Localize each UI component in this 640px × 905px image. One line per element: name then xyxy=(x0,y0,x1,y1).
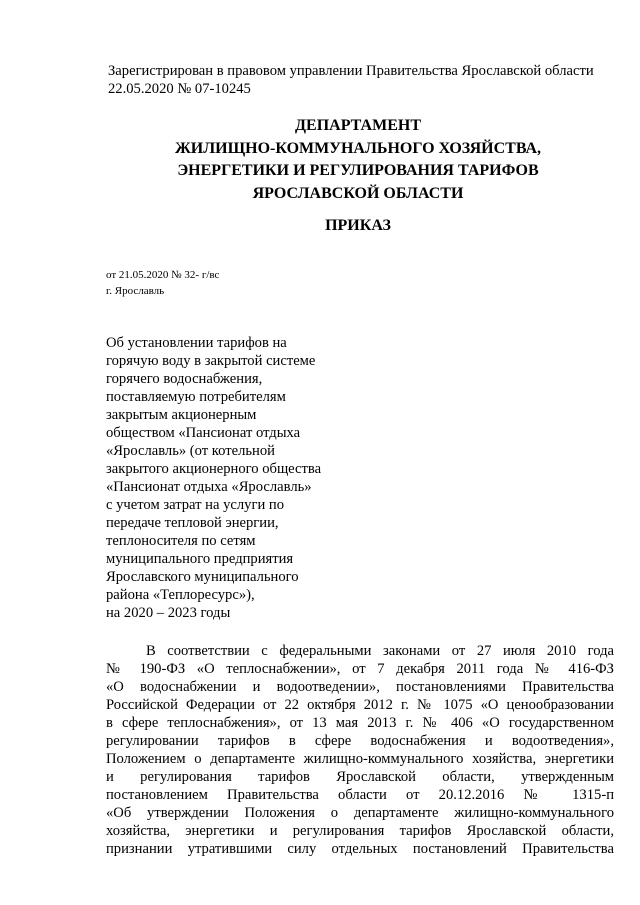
body-line: «Об утверждении Положения о департаменте жилищно-коммунального xyxy=(106,805,614,821)
order-meta xyxy=(106,267,219,299)
department-heading xyxy=(100,115,616,205)
subject-line: закрытым акционерным xyxy=(106,407,257,423)
heading-line: ЭНЕРГЕТИКИ И РЕГУЛИРОВАНИЯ ТАРИФОВ xyxy=(177,162,539,179)
registration-line: 22.05.2020 № 07-10245 xyxy=(108,81,251,97)
registration-line: Зарегистрирован в правовом управлении Правительства Ярославской области xyxy=(108,63,594,79)
body-line: № 190-ФЗ «О теплоснабжении», от 7 декабря 2011 года № 416-ФЗ xyxy=(106,661,614,677)
subject-line: Об установлении тарифов на xyxy=(106,335,287,351)
subject-line: с учетом затрат на услуги по xyxy=(106,497,285,513)
body-line: регулировании тарифов в сфере водоснабжения и водоотведения», xyxy=(106,733,614,749)
subject-line: поставляемую потребителям xyxy=(106,389,286,405)
order-title: ПРИКАЗ xyxy=(325,217,391,234)
subject-line: «Пансионат отдыха «Ярославль» xyxy=(106,479,312,495)
heading-line: ЖИЛИЩНО-КОММУНАЛЬНОГО ХОЗЯЙСТВА, xyxy=(174,139,542,157)
subject-line: горячего водоснабжения, xyxy=(106,371,263,387)
order-body xyxy=(106,642,614,858)
body-line: и регулирования тарифов Ярославской области, утвержденным xyxy=(106,769,614,785)
subject-line: на 2020 – 2023 годы xyxy=(106,605,231,621)
body-line: Российской Федерации от 22 октября 2012 г. № 1075 «О ценообразовании xyxy=(106,697,614,713)
body-line: «О водоснабжении и водоотведении», постановлениями Правительства xyxy=(106,679,614,695)
subject-line: района «Теплоресурс»), xyxy=(106,587,255,603)
body-line: признании утратившими силу отдельных постановлений Правительства xyxy=(106,841,614,857)
subject-line: передаче тепловой энергии, xyxy=(106,515,279,531)
subject-line: закрытого акционерного общества xyxy=(106,461,322,477)
subject-line: муниципального предприятия xyxy=(106,551,294,567)
heading-line: ДЕПАРТАМЕНТ xyxy=(295,117,421,134)
heading-line: ЯРОСЛАВСКОЙ ОБЛАСТИ xyxy=(252,184,464,202)
registration-note xyxy=(108,62,618,98)
body-line: Положением о департаменте жилищно-коммунального хозяйства, энергетики xyxy=(106,751,614,767)
subject-line: обществом «Пансионат отдыха xyxy=(106,425,301,441)
subject-line: Ярославского муниципального xyxy=(106,569,299,585)
body-line: В соответствии с федеральными законами от 27 июля 2010 года xyxy=(146,643,614,659)
order-city: г. Ярославль xyxy=(106,285,165,297)
body-line: хозяйства, энергетики и регулирования тарифов Ярославской области, xyxy=(106,823,614,839)
subject-line: горячую воду в закрытой системе xyxy=(106,353,316,369)
order-date-number: от 21.05.2020 № 32- г/вс xyxy=(106,269,220,281)
subject-line: теплоносителя по сетям xyxy=(106,533,256,549)
subject-line: «Ярославль» (от котельной xyxy=(106,443,275,459)
body-line: постановлением Правительства области от 20.12.2016 № 1315-п xyxy=(106,787,614,803)
body-line: в сфере теплоснабжения», от 13 мая 2013 г. № 406 «О государственном xyxy=(106,715,614,731)
order-subject xyxy=(106,334,366,622)
